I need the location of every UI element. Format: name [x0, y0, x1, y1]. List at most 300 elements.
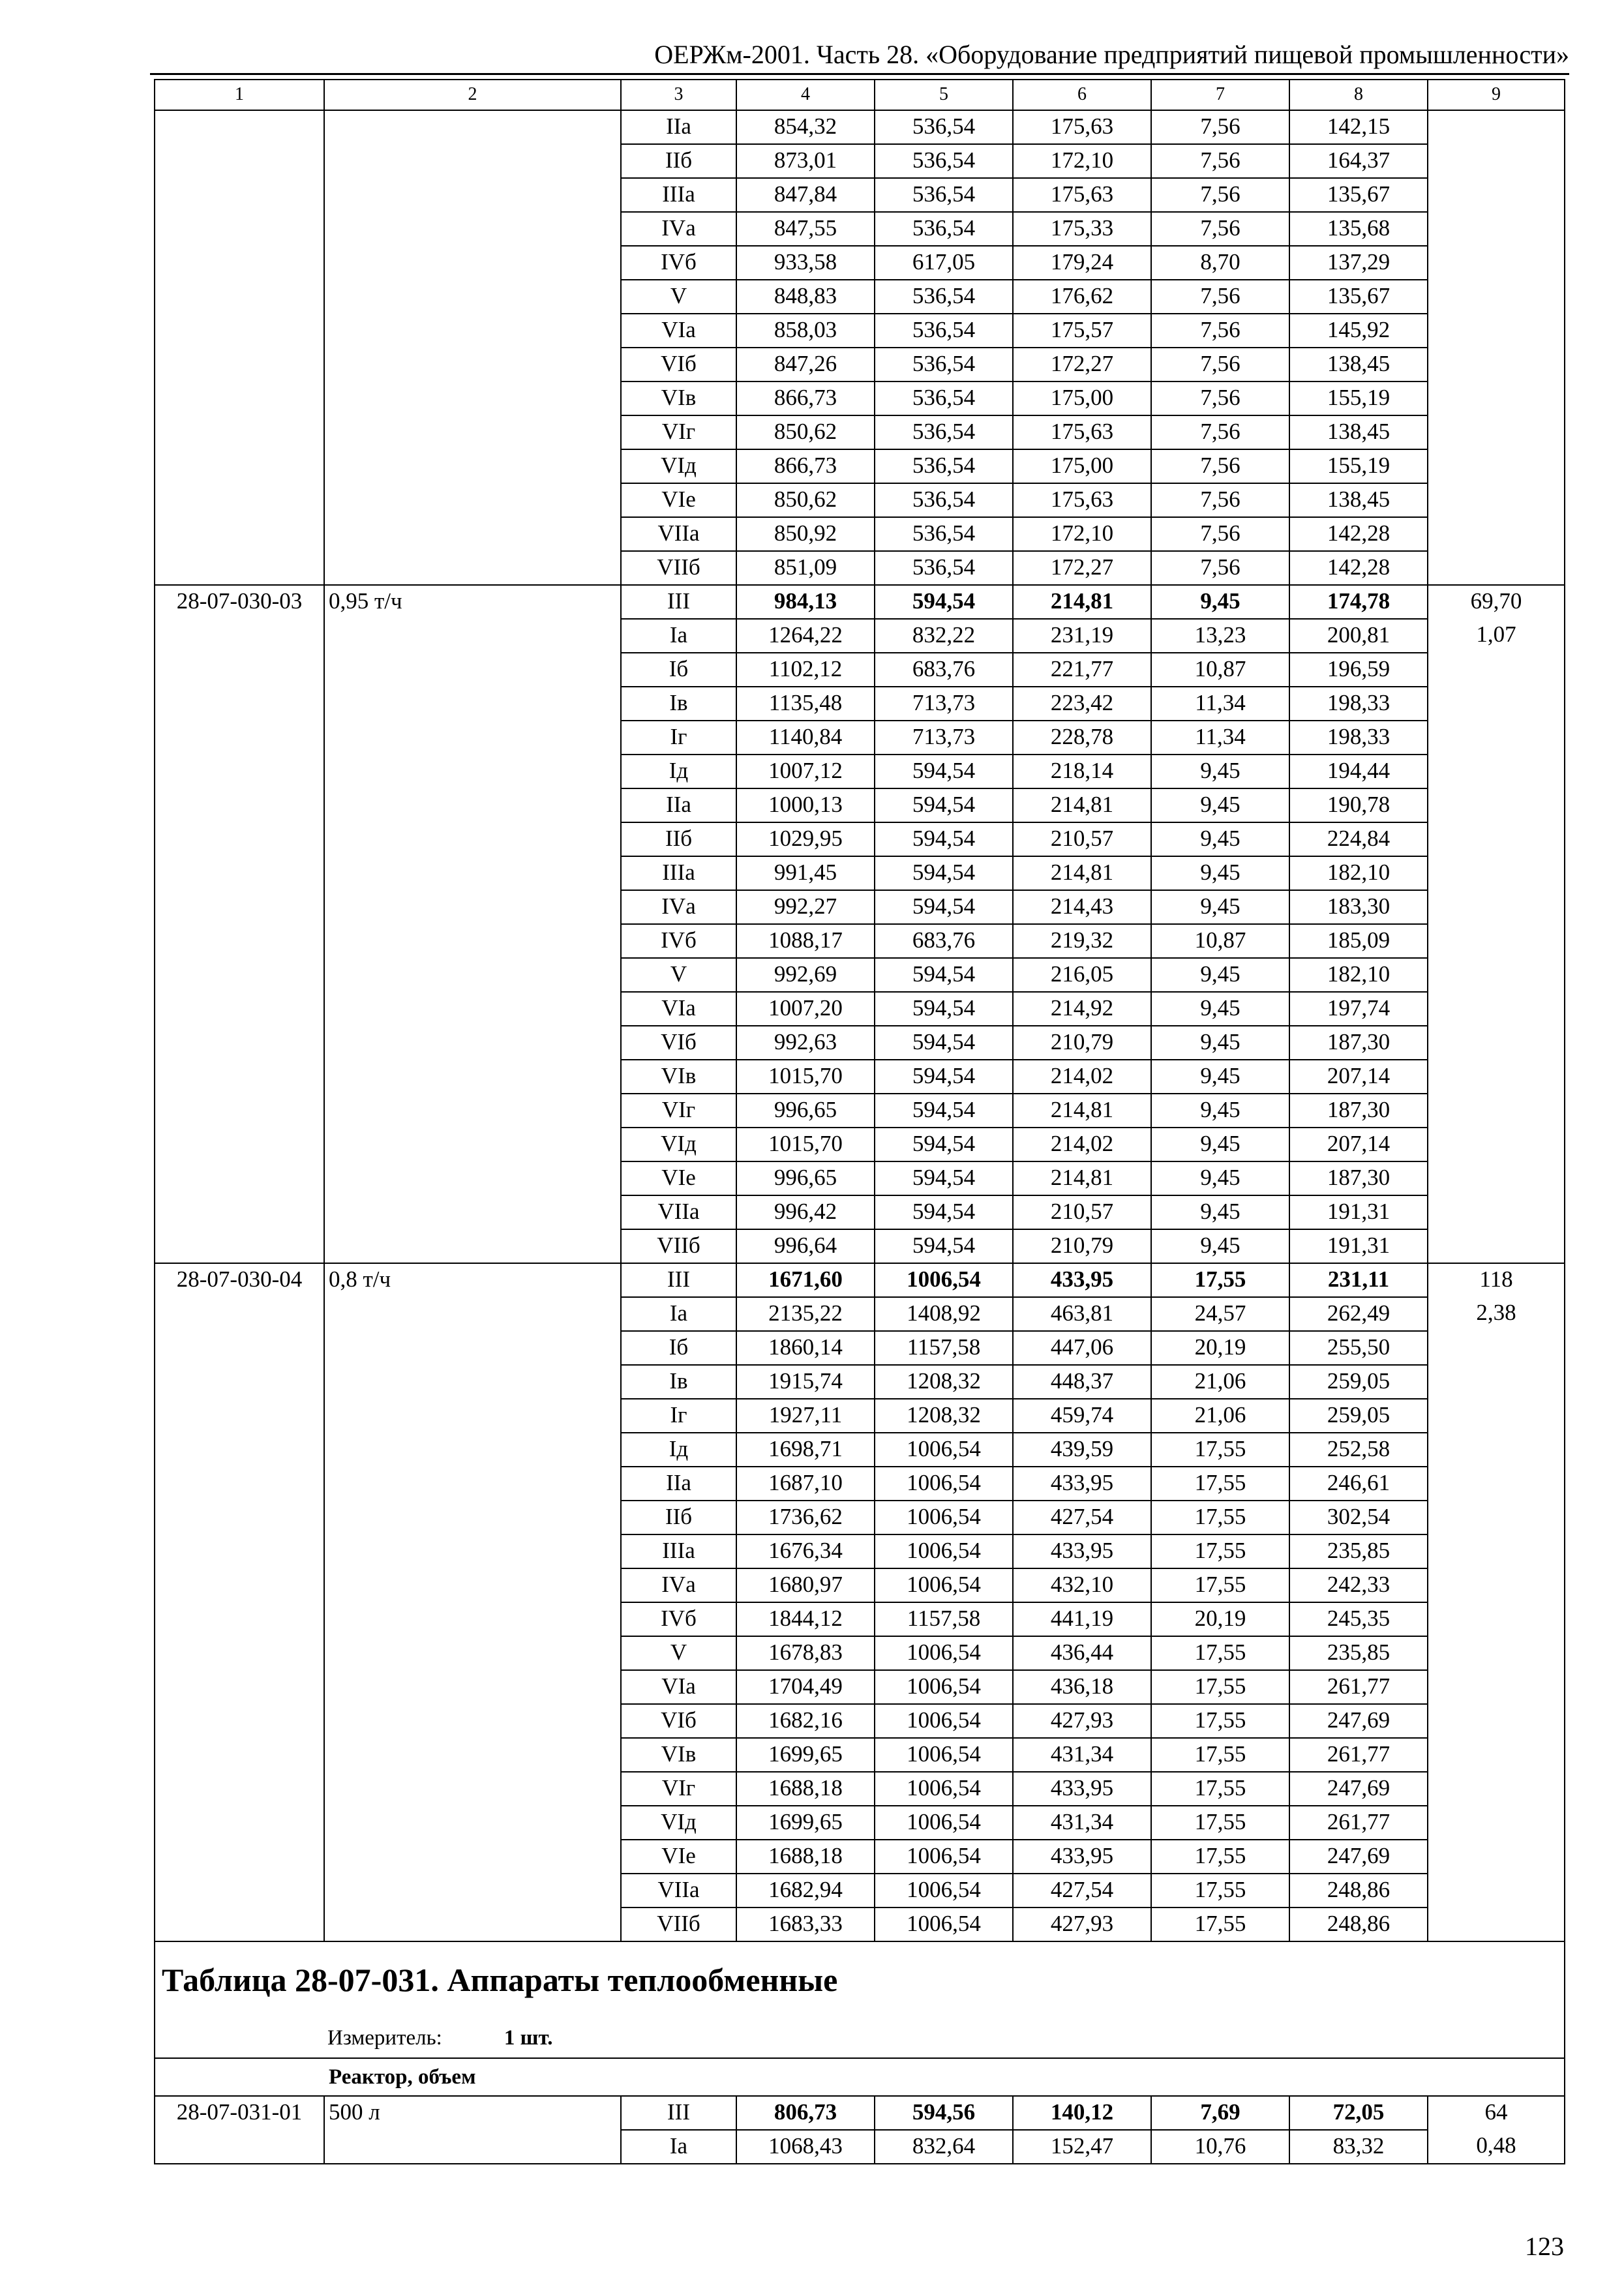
col9-cell: [1428, 144, 1565, 178]
row-name-cell: [324, 856, 621, 890]
row-code-cell: [155, 755, 324, 788]
value-cell: 7,56: [1151, 551, 1289, 585]
price-zone-cell: V: [621, 280, 736, 314]
row-code-cell: [155, 1026, 324, 1060]
value-cell: 594,54: [875, 788, 1013, 822]
value-cell: 207,14: [1289, 1060, 1428, 1094]
row-name-cell: [324, 246, 621, 280]
value-cell: 135,67: [1289, 178, 1428, 212]
row-code-cell: [155, 653, 324, 687]
value-cell: 436,44: [1013, 1636, 1151, 1670]
meter-row: [155, 2018, 1565, 2058]
value-cell: 9,45: [1151, 958, 1289, 992]
value-cell: 9,45: [1151, 1026, 1289, 1060]
value-cell: 866,73: [736, 449, 875, 483]
value-cell: 1688,18: [736, 1840, 875, 1874]
page-header-title: ОЕРЖм-2001. Часть 28. «Оборудование предприятий пищевой промышленности»: [654, 40, 1569, 69]
price-zone-cell: Iа: [621, 2130, 736, 2164]
value-cell: 218,14: [1013, 755, 1151, 788]
price-zone-cell: III: [621, 2096, 736, 2130]
row-code-cell: [155, 1297, 324, 1331]
table-row: [155, 721, 1565, 755]
table-row: [155, 1229, 1565, 1263]
value-cell: 431,34: [1013, 1738, 1151, 1772]
table-row: [155, 585, 1565, 619]
value-cell: 594,56: [875, 2096, 1013, 2130]
table-row: [155, 958, 1565, 992]
table-row: [155, 1433, 1565, 1467]
value-cell: 7,56: [1151, 212, 1289, 246]
value-cell: 10,76: [1151, 2130, 1289, 2164]
col9-cell: [1428, 687, 1565, 721]
value-cell: 197,74: [1289, 992, 1428, 1026]
value-cell: 223,42: [1013, 687, 1151, 721]
row-code-cell: [155, 1636, 324, 1670]
row-code-cell: [155, 1331, 324, 1365]
col9-cell: [1428, 1026, 1565, 1060]
col9-cell: [1428, 1908, 1565, 1941]
value-cell: 142,28: [1289, 551, 1428, 585]
value-cell: 252,58: [1289, 1433, 1428, 1467]
col9-cell: [1428, 721, 1565, 755]
value-cell: 155,19: [1289, 382, 1428, 415]
value-cell: 992,27: [736, 890, 875, 924]
value-cell: 172,10: [1013, 144, 1151, 178]
row-name-cell: [324, 1568, 621, 1602]
value-cell: 152,47: [1013, 2130, 1151, 2164]
row-name-cell: [324, 1128, 621, 1161]
row-code-cell: [155, 1908, 324, 1941]
value-cell: 17,55: [1151, 1704, 1289, 1738]
row-name-cell: 0,8 т/ч: [324, 1263, 621, 1297]
value-cell: 7,56: [1151, 110, 1289, 144]
row-name-cell: [324, 788, 621, 822]
value-cell: 214,81: [1013, 585, 1151, 619]
value-cell: 7,56: [1151, 348, 1289, 382]
value-cell: 1068,43: [736, 2130, 875, 2164]
price-zone-cell: IIб: [621, 1501, 736, 1534]
price-zone-cell: IVб: [621, 1602, 736, 1636]
col9-cell: 69,70: [1428, 585, 1565, 619]
value-cell: 1006,54: [875, 1908, 1013, 1941]
value-cell: 992,69: [736, 958, 875, 992]
value-cell: 9,45: [1151, 585, 1289, 619]
value-cell: 594,54: [875, 992, 1013, 1026]
value-cell: 17,55: [1151, 1636, 1289, 1670]
col9-cell: [1428, 653, 1565, 687]
value-cell: 7,56: [1151, 178, 1289, 212]
value-cell: 594,54: [875, 1195, 1013, 1229]
value-cell: 142,28: [1289, 517, 1428, 551]
value-cell: 261,77: [1289, 1670, 1428, 1704]
value-cell: 214,81: [1013, 1094, 1151, 1128]
value-cell: 7,56: [1151, 483, 1289, 517]
price-zone-cell: VIIб: [621, 551, 736, 585]
value-cell: 172,10: [1013, 517, 1151, 551]
price-zone-cell: V: [621, 1636, 736, 1670]
col9-cell: [1428, 1195, 1565, 1229]
value-cell: 9,45: [1151, 1229, 1289, 1263]
row-name-cell: [324, 1467, 621, 1501]
value-cell: 1264,22: [736, 619, 875, 653]
value-cell: 713,73: [875, 721, 1013, 755]
row-code-cell: [155, 144, 324, 178]
row-code-cell: [155, 212, 324, 246]
value-cell: 17,55: [1151, 1568, 1289, 1602]
value-cell: 7,56: [1151, 382, 1289, 415]
value-cell: 1135,48: [736, 687, 875, 721]
value-cell: 594,54: [875, 1229, 1013, 1263]
row-code-cell: [155, 890, 324, 924]
table-row: [155, 788, 1565, 822]
value-cell: 858,03: [736, 314, 875, 348]
col9-cell: [1428, 1806, 1565, 1840]
row-name-cell: [324, 1331, 621, 1365]
value-cell: 255,50: [1289, 1331, 1428, 1365]
value-cell: 231,19: [1013, 619, 1151, 653]
value-cell: 1408,92: [875, 1297, 1013, 1331]
value-cell: 1682,94: [736, 1874, 875, 1908]
column-number: 3: [621, 80, 736, 110]
value-cell: 1006,54: [875, 1840, 1013, 1874]
table-row: [155, 517, 1565, 551]
row-name-cell: [324, 1602, 621, 1636]
value-cell: 536,54: [875, 382, 1013, 415]
col9-cell: [1428, 415, 1565, 449]
value-cell: 594,54: [875, 1026, 1013, 1060]
price-zone-cell: IIа: [621, 788, 736, 822]
table-row: [155, 1161, 1565, 1195]
price-zone-cell: VIд: [621, 1806, 736, 1840]
value-cell: 182,10: [1289, 856, 1428, 890]
value-cell: 261,77: [1289, 1806, 1428, 1840]
value-cell: 219,32: [1013, 924, 1151, 958]
price-zone-cell: VIе: [621, 1840, 736, 1874]
value-cell: 210,79: [1013, 1229, 1151, 1263]
table-row: [155, 178, 1565, 212]
row-code-cell: [155, 415, 324, 449]
table-row: [155, 619, 1565, 653]
value-cell: 262,49: [1289, 1297, 1428, 1331]
price-zone-cell: IIб: [621, 822, 736, 856]
meter-cell: [155, 2018, 1565, 2058]
price-zone-cell: VIа: [621, 1670, 736, 1704]
row-name-cell: [324, 1399, 621, 1433]
price-zone-cell: VIIа: [621, 517, 736, 551]
row-code-cell: [155, 1060, 324, 1094]
value-cell: 847,55: [736, 212, 875, 246]
price-zone-cell: IVа: [621, 1568, 736, 1602]
col9-cell: [1428, 314, 1565, 348]
row-name-cell: [324, 1365, 621, 1399]
row-name-cell: [324, 1094, 621, 1128]
table-row: [155, 1806, 1565, 1840]
table-row: [155, 1874, 1565, 1908]
row-name-cell: [324, 1670, 621, 1704]
value-cell: 1006,54: [875, 1874, 1013, 1908]
table-row: [155, 1704, 1565, 1738]
row-name-cell: [324, 449, 621, 483]
col9-cell: [1428, 110, 1565, 144]
price-zone-cell: Iв: [621, 1365, 736, 1399]
value-cell: 1736,62: [736, 1501, 875, 1534]
row-name-cell: [324, 687, 621, 721]
row-code-cell: [155, 687, 324, 721]
value-cell: 194,44: [1289, 755, 1428, 788]
col9-cell: [1428, 1331, 1565, 1365]
value-cell: 594,54: [875, 1060, 1013, 1094]
col9-cell: [1428, 822, 1565, 856]
row-name-cell: [324, 348, 621, 382]
table-row: [155, 110, 1565, 144]
value-cell: 851,09: [736, 551, 875, 585]
value-cell: 7,69: [1151, 2096, 1289, 2130]
value-cell: 214,81: [1013, 856, 1151, 890]
price-zone-cell: Iа: [621, 619, 736, 653]
row-code-cell: [155, 1670, 324, 1704]
row-code-cell: [155, 822, 324, 856]
table-row: [155, 382, 1565, 415]
section-title: Таблица 28-07-031. Аппараты теплообменные: [155, 1941, 1565, 2018]
price-zone-cell: VIд: [621, 1128, 736, 1161]
value-cell: 1015,70: [736, 1128, 875, 1161]
table-row: [155, 1670, 1565, 1704]
row-code-cell: [155, 1874, 324, 1908]
price-zone-cell: IVа: [621, 890, 736, 924]
value-cell: 198,33: [1289, 721, 1428, 755]
row-code-cell: [155, 2130, 324, 2164]
table-row: [155, 1297, 1565, 1331]
value-cell: 832,22: [875, 619, 1013, 653]
value-cell: 9,45: [1151, 755, 1289, 788]
value-cell: 246,61: [1289, 1467, 1428, 1501]
value-cell: 1208,32: [875, 1365, 1013, 1399]
row-name-cell: [324, 1534, 621, 1568]
value-cell: 235,85: [1289, 1636, 1428, 1670]
value-cell: 216,05: [1013, 958, 1151, 992]
col9-cell: [1428, 1229, 1565, 1263]
row-name-cell: [324, 1297, 621, 1331]
price-table: [154, 79, 1565, 2164]
value-cell: 210,57: [1013, 1195, 1151, 1229]
row-name-cell: [324, 1433, 621, 1467]
row-code-cell: [155, 382, 324, 415]
value-cell: 259,05: [1289, 1399, 1428, 1433]
value-cell: 1007,20: [736, 992, 875, 1026]
price-zone-cell: Iб: [621, 653, 736, 687]
value-cell: 1688,18: [736, 1772, 875, 1806]
price-zone-cell: Iд: [621, 1433, 736, 1467]
col9-cell: [1428, 1738, 1565, 1772]
row-name-cell: [324, 1501, 621, 1534]
value-cell: 1006,54: [875, 1806, 1013, 1840]
value-cell: 145,92: [1289, 314, 1428, 348]
row-code-cell: [155, 1365, 324, 1399]
value-cell: 17,55: [1151, 1738, 1289, 1772]
value-cell: 259,05: [1289, 1365, 1428, 1399]
value-cell: 433,95: [1013, 1840, 1151, 1874]
row-code-cell: [155, 246, 324, 280]
row-code-cell: [155, 1161, 324, 1195]
table-row: [155, 1399, 1565, 1433]
col9-cell: [1428, 992, 1565, 1026]
value-cell: 235,85: [1289, 1534, 1428, 1568]
value-cell: 996,64: [736, 1229, 875, 1263]
table-row: [155, 1263, 1565, 1297]
value-cell: 175,63: [1013, 110, 1151, 144]
row-code-cell: [155, 856, 324, 890]
value-cell: 210,57: [1013, 822, 1151, 856]
value-cell: 996,65: [736, 1161, 875, 1195]
price-zone-cell: VIв: [621, 1060, 736, 1094]
table-row: [155, 1060, 1565, 1094]
row-name-cell: [324, 1060, 621, 1094]
col9-cell: [1428, 178, 1565, 212]
value-cell: 594,54: [875, 958, 1013, 992]
value-cell: 594,54: [875, 1161, 1013, 1195]
row-name-cell: [324, 178, 621, 212]
price-zone-cell: Iб: [621, 1331, 736, 1365]
value-cell: 9,45: [1151, 1094, 1289, 1128]
col9-cell: [1428, 483, 1565, 517]
row-name-cell: [324, 517, 621, 551]
value-cell: 83,32: [1289, 2130, 1428, 2164]
value-cell: 9,45: [1151, 1161, 1289, 1195]
value-cell: 214,02: [1013, 1128, 1151, 1161]
row-code-cell: 28-07-030-04: [155, 1263, 324, 1297]
value-cell: 1927,11: [736, 1399, 875, 1433]
table-row: [155, 1568, 1565, 1602]
row-name-cell: [324, 551, 621, 585]
row-name-cell: [324, 755, 621, 788]
row-name-cell: [324, 1908, 621, 1941]
row-code-cell: [155, 1840, 324, 1874]
value-cell: 9,45: [1151, 1195, 1289, 1229]
col9-cell: [1428, 1670, 1565, 1704]
row-name-cell: [324, 958, 621, 992]
column-number: 2: [324, 80, 621, 110]
row-name-cell: [324, 483, 621, 517]
table-row: [155, 1738, 1565, 1772]
value-cell: 196,59: [1289, 653, 1428, 687]
value-cell: 214,43: [1013, 890, 1151, 924]
value-cell: 248,86: [1289, 1908, 1428, 1941]
col9-cell: [1428, 1840, 1565, 1874]
row-code-cell: 28-07-030-03: [155, 585, 324, 619]
table-row: [155, 1636, 1565, 1670]
value-cell: 463,81: [1013, 1297, 1151, 1331]
col9-cell: [1428, 382, 1565, 415]
price-zone-cell: VIб: [621, 1704, 736, 1738]
row-code-cell: [155, 280, 324, 314]
value-cell: 245,35: [1289, 1602, 1428, 1636]
value-cell: 854,32: [736, 110, 875, 144]
value-cell: 427,93: [1013, 1908, 1151, 1941]
value-cell: 11,34: [1151, 721, 1289, 755]
price-zone-cell: VIб: [621, 348, 736, 382]
value-cell: 850,62: [736, 415, 875, 449]
value-cell: 7,56: [1151, 415, 1289, 449]
value-cell: 9,45: [1151, 1128, 1289, 1161]
value-cell: 441,19: [1013, 1602, 1151, 1636]
row-code-cell: [155, 517, 324, 551]
value-cell: 439,59: [1013, 1433, 1151, 1467]
table-row: [155, 246, 1565, 280]
table-row: [155, 1094, 1565, 1128]
value-cell: 1682,16: [736, 1704, 875, 1738]
col9-cell: 1,07: [1428, 619, 1565, 653]
value-cell: 1006,54: [875, 1670, 1013, 1704]
value-cell: 176,62: [1013, 280, 1151, 314]
row-code-cell: [155, 483, 324, 517]
price-zone-cell: VIIа: [621, 1874, 736, 1908]
value-cell: 594,54: [875, 856, 1013, 890]
value-cell: 172,27: [1013, 551, 1151, 585]
table-row: [155, 1602, 1565, 1636]
table-row: [155, 280, 1565, 314]
price-zone-cell: VIе: [621, 483, 736, 517]
row-code-cell: [155, 551, 324, 585]
value-cell: 20,19: [1151, 1331, 1289, 1365]
price-zone-cell: IVб: [621, 924, 736, 958]
value-cell: 221,77: [1013, 653, 1151, 687]
value-cell: 231,11: [1289, 1263, 1428, 1297]
row-name-cell: [324, 1874, 621, 1908]
price-zone-cell: Iа: [621, 1297, 736, 1331]
col9-cell: [1428, 1060, 1565, 1094]
table-row: [155, 212, 1565, 246]
row-code-cell: [155, 1399, 324, 1433]
value-cell: 191,31: [1289, 1195, 1428, 1229]
row-code-cell: [155, 110, 324, 144]
row-name-cell: [324, 314, 621, 348]
col9-cell: [1428, 755, 1565, 788]
col9-cell: [1428, 1128, 1565, 1161]
value-cell: 1680,97: [736, 1568, 875, 1602]
row-name-cell: [324, 212, 621, 246]
value-cell: 17,55: [1151, 1263, 1289, 1297]
value-cell: 135,67: [1289, 280, 1428, 314]
value-cell: 10,87: [1151, 924, 1289, 958]
row-code-cell: 28-07-031-01: [155, 2096, 324, 2130]
table-row: [155, 1534, 1565, 1568]
row-code-cell: [155, 314, 324, 348]
column-number: 8: [1289, 80, 1428, 110]
table-row: [155, 1128, 1565, 1161]
value-cell: 175,63: [1013, 483, 1151, 517]
value-cell: 984,13: [736, 585, 875, 619]
table-row: [155, 1501, 1565, 1534]
value-cell: 433,95: [1013, 1467, 1151, 1501]
value-cell: 7,56: [1151, 144, 1289, 178]
value-cell: 1676,34: [736, 1534, 875, 1568]
price-zone-cell: IIа: [621, 110, 736, 144]
row-code-cell: [155, 348, 324, 382]
value-cell: 1683,33: [736, 1908, 875, 1941]
value-cell: 850,62: [736, 483, 875, 517]
value-cell: 431,34: [1013, 1806, 1151, 1840]
value-cell: 1157,58: [875, 1331, 1013, 1365]
value-cell: 1208,32: [875, 1399, 1013, 1433]
value-cell: 17,55: [1151, 1534, 1289, 1568]
price-zone-cell: IVа: [621, 212, 736, 246]
row-code-cell: [155, 1229, 324, 1263]
col9-cell: [1428, 1772, 1565, 1806]
page-number: 123: [1525, 2232, 1564, 2261]
col9-cell: [1428, 1874, 1565, 1908]
row-name-cell: [324, 382, 621, 415]
value-cell: 21,06: [1151, 1399, 1289, 1433]
